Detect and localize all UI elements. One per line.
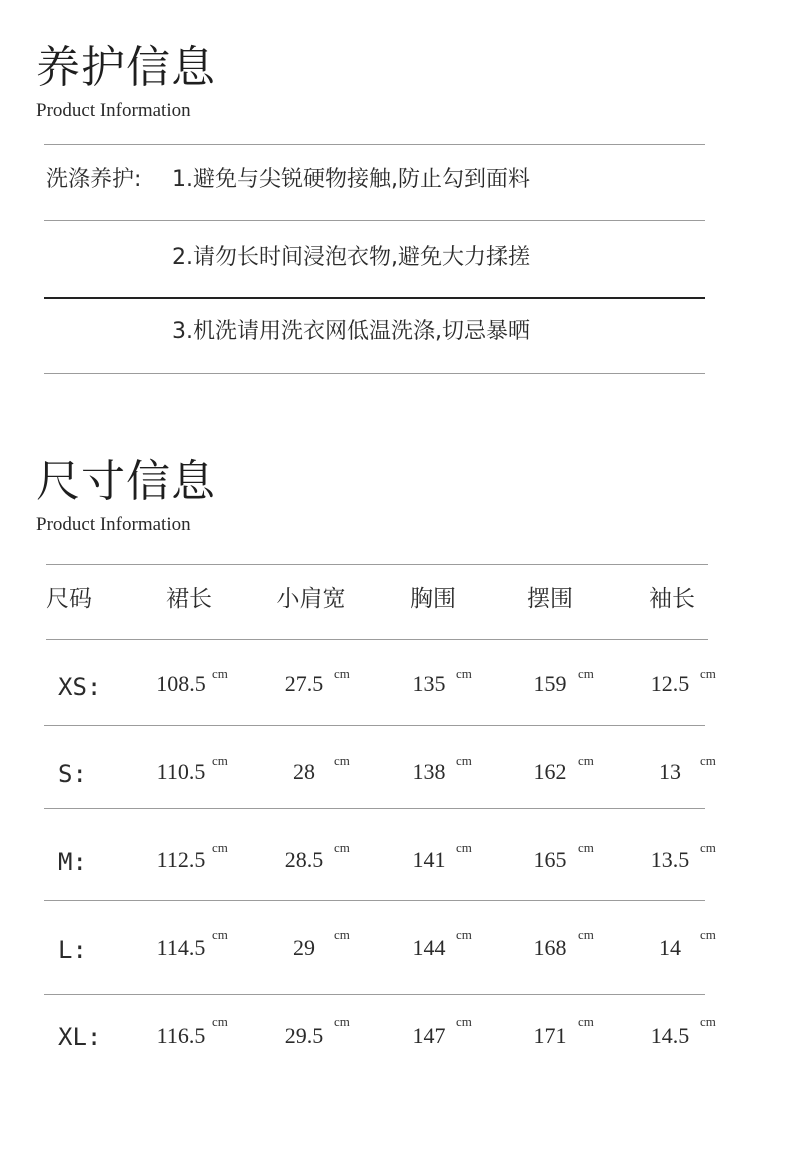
divider: [44, 144, 705, 145]
size-label: S:: [58, 760, 87, 788]
unit-label: cm: [212, 927, 228, 942]
unit-label: cm: [212, 1014, 228, 1029]
divider: [44, 373, 705, 374]
header-shoulder: 小肩宽: [276, 586, 346, 612]
header-size: 尺码: [46, 586, 92, 612]
value-cell: 29.5: [284, 1023, 324, 1048]
care-item-2: 2.请勿长时间浸泡衣物,避免大力揉搓: [172, 245, 530, 270]
header-hem: 摆围: [527, 586, 573, 612]
care-subtitle: Product Information: [36, 100, 191, 121]
unit-label: cm: [456, 927, 472, 942]
header-bust: 胸围: [410, 586, 456, 612]
size-label: XS:: [58, 673, 102, 701]
value-cell: 138: [412, 759, 446, 784]
value-cell: 28: [293, 759, 315, 784]
divider: [44, 900, 705, 901]
unit-label: cm: [334, 927, 350, 942]
unit-label: cm: [334, 840, 350, 855]
unit-label: cm: [334, 1014, 350, 1029]
divider: [46, 639, 708, 640]
divider: [46, 564, 708, 565]
care-item-3: 3.机洗请用洗衣网低温洗涤,切忌暴晒: [172, 319, 530, 344]
unit-label: cm: [700, 753, 716, 768]
value-cell: 13.5: [650, 847, 690, 872]
value-cell: 14.5: [650, 1023, 690, 1048]
size-label: L:: [58, 936, 87, 964]
care-title: 养护信息: [36, 42, 216, 93]
size-title: 尺寸信息: [36, 456, 216, 507]
value-cell: 14: [659, 935, 681, 960]
value-cell: 141: [412, 847, 446, 872]
unit-label: cm: [578, 927, 594, 942]
unit-label: cm: [334, 753, 350, 768]
care-item-1: 1.避免与尖锐硬物接触,防止勾到面料: [172, 167, 530, 192]
unit-label: cm: [456, 666, 472, 681]
unit-label: cm: [212, 666, 228, 681]
value-cell: 144: [412, 935, 446, 960]
size-label: XL:: [58, 1023, 102, 1051]
value-cell: 135: [412, 671, 446, 696]
unit-label: cm: [700, 1014, 716, 1029]
value-cell: 12.5: [650, 671, 690, 696]
value-cell: 27.5: [284, 671, 324, 696]
value-cell: 168: [533, 935, 567, 960]
unit-label: cm: [334, 666, 350, 681]
header-sleeve: 袖长: [649, 586, 695, 612]
unit-label: cm: [700, 927, 716, 942]
size-label: M:: [58, 848, 87, 876]
unit-label: cm: [212, 753, 228, 768]
unit-label: cm: [578, 753, 594, 768]
value-cell: 116.5: [156, 1023, 206, 1048]
size-subtitle: Product Information: [36, 514, 191, 535]
divider: [44, 725, 705, 726]
header-dress-length: 裙长: [166, 586, 212, 612]
unit-label: cm: [578, 1014, 594, 1029]
divider: [44, 994, 705, 995]
value-cell: 13: [659, 759, 681, 784]
value-cell: 29: [293, 935, 315, 960]
unit-label: cm: [578, 840, 594, 855]
value-cell: 112.5: [156, 847, 206, 872]
value-cell: 162: [533, 759, 567, 784]
value-cell: 108.5: [156, 671, 206, 696]
value-cell: 147: [412, 1023, 446, 1048]
care-label: 洗涤养护:: [46, 167, 142, 192]
value-cell: 110.5: [156, 759, 206, 784]
unit-label: cm: [578, 666, 594, 681]
unit-label: cm: [700, 666, 716, 681]
value-cell: 114.5: [156, 935, 206, 960]
unit-label: cm: [456, 753, 472, 768]
unit-label: cm: [700, 840, 716, 855]
unit-label: cm: [456, 1014, 472, 1029]
value-cell: 28.5: [284, 847, 324, 872]
value-cell: 165: [533, 847, 567, 872]
value-cell: 159: [533, 671, 567, 696]
divider: [44, 297, 705, 299]
unit-label: cm: [456, 840, 472, 855]
divider: [44, 808, 705, 809]
divider: [44, 220, 705, 221]
value-cell: 171: [533, 1023, 567, 1048]
unit-label: cm: [212, 840, 228, 855]
